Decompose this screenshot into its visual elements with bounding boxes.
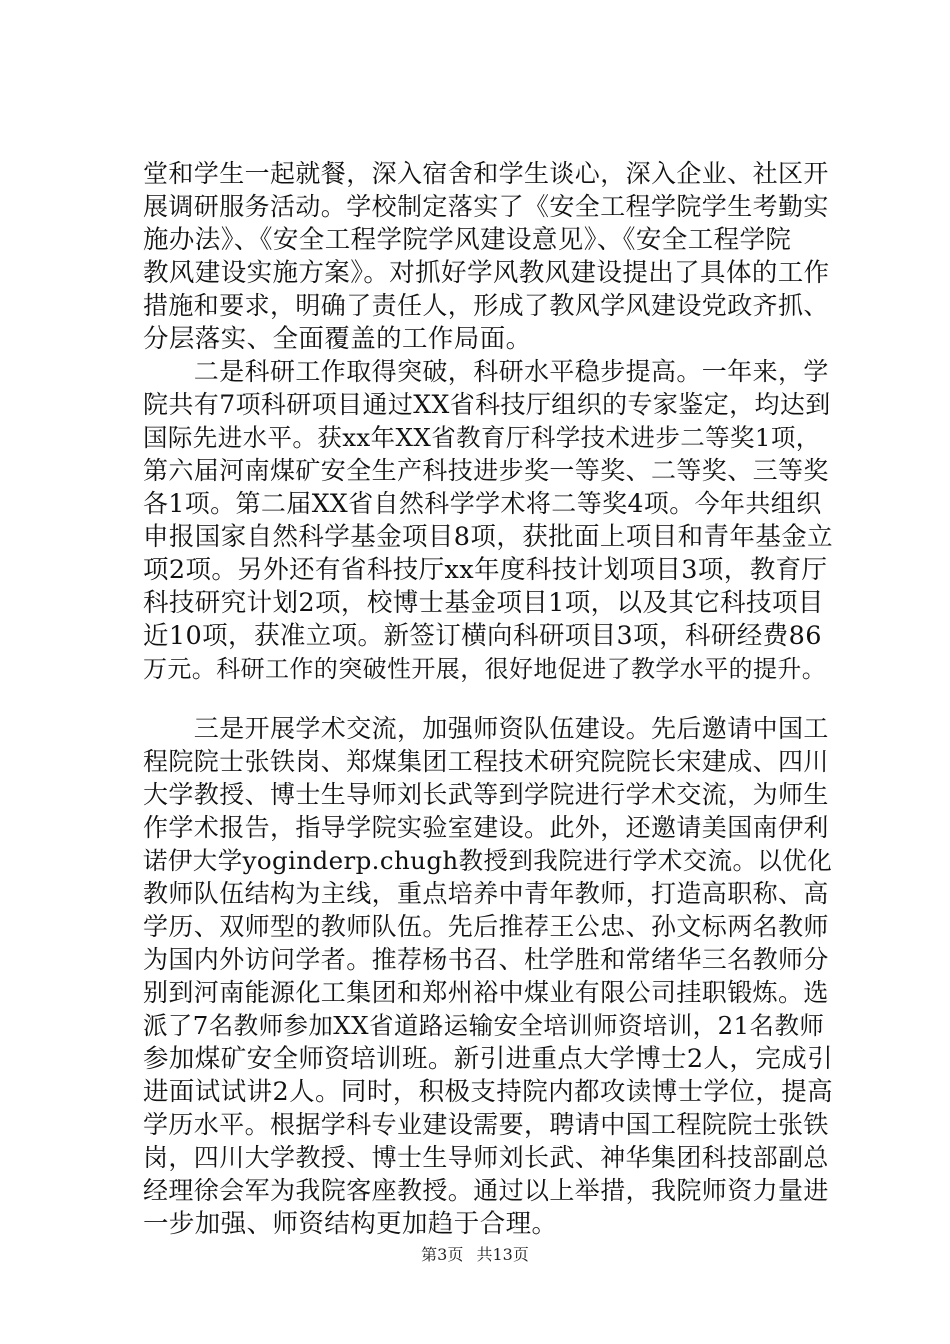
text-line: 诺伊大学yoginderp.chugh教授到我院进行学术交流。以优化 [143,846,833,875]
text-line: 展调研服务活动。学校制定落实了《安全工程学院学生考勤实 [143,192,829,221]
text-line: 分层落实、全面覆盖的工作局面。 [143,324,532,354]
text-line: 项2项。另外还有省科技厅xx年度科技计划项目3项，教育厅 [143,555,828,585]
text-line: 经理徐会军为我院客座教授。通过以上举措，我院师资力量进 [143,1176,829,1205]
text-line: 派了7名教师参加XX省道路运输安全培训师资培训，21名教师 [143,1011,825,1040]
text-line: 学历水平。根据学科专业建设需要，聘请中国工程院院士张铁 [143,1110,829,1139]
text-line: 国际先进水平。获xx年XX省教育厅科学技术进步二等奖1项， [143,423,821,452]
text-line: 大学教授、博士生导师刘长武等到学院进行学术交流，为师生 [143,780,829,809]
text-line: 学历、双师型的教师队伍。先后推荐王公忠、孙文标两名教师 [143,912,829,941]
text-line: 万元。科研工作的突破性开展，很好地促进了教学水平的提升。 [143,655,827,683]
page-number: 第3页 [421,1245,464,1264]
text-line: 各1项。第二届XX省自然科学学术将二等奖4项。今年共组织 [143,489,822,518]
text-line: 参加煤矿安全师资培训班。新引进重点大学博士2人，完成引 [143,1044,834,1074]
text-line: 三是开展学术交流，加强师资队伍建设。先后邀请中国工 [143,714,829,743]
text-line: 院共有7项科研项目通过XX省科技厅组织的专家鉴定，均达到 [143,390,831,419]
text-line: 堂和学生一起就餐，深入宿舍和学生谈心，深入企业、社区开 [143,159,829,188]
text-line: 措施和要求，明确了责任人，形成了教风学风建设党政齐抓、 [143,291,829,320]
text-line: 进面试试讲2人。同时，积极支持院内都攻读博士学位，提高 [143,1077,834,1107]
text-line: 别到河南能源化工集团和郑州裕中煤业有限公司挂职锻炼。选 [143,978,829,1007]
text-line: 岗，四川大学教授、博士生导师刘长武、神华集团科技部副总 [143,1143,829,1172]
text-line: 近10项，获准立项。新签订横向科研项目3项，科研经费86 [143,621,822,651]
text-line: 教风建设实施方案》。对抓好学风教风建设提出了具体的工作 [143,258,830,288]
text-line: 程院院士张铁岗、郑煤集团工程技术研究院院长宋建成、四川 [143,747,829,776]
text-line: 施办法》、《安全工程学院学风建设意见》、《安全工程学院 [143,225,792,255]
text-line: 教师队伍结构为主线，重点培养中青年教师，打造高职称、高 [143,879,829,908]
page-footer [0,1245,950,1265]
text-line: 二是科研工作取得突破，科研水平稳步提高。一年来，学 [143,357,829,386]
text-line: 申报国家自然科学基金项目8项，获批面上项目和青年基金立 [143,522,834,552]
text-line: 作学术报告，指导学院实验室建设。此外，还邀请美国南伊利 [143,813,829,842]
text-line: 第六届河南煤矿安全生产科技进步奖一等奖、二等奖、三等奖 [143,456,829,485]
page-total: 共13页 [476,1245,529,1264]
text-line: 科技研究计划2项，校博士基金项目1项，以及其它科技项目 [143,588,824,618]
text-line: 一步加强、师资结构更加趋于合理。 [143,1209,558,1239]
text-line: 为国内外访问学者。推荐杨书召、杜学胜和常绪华三名教师分 [143,945,829,974]
